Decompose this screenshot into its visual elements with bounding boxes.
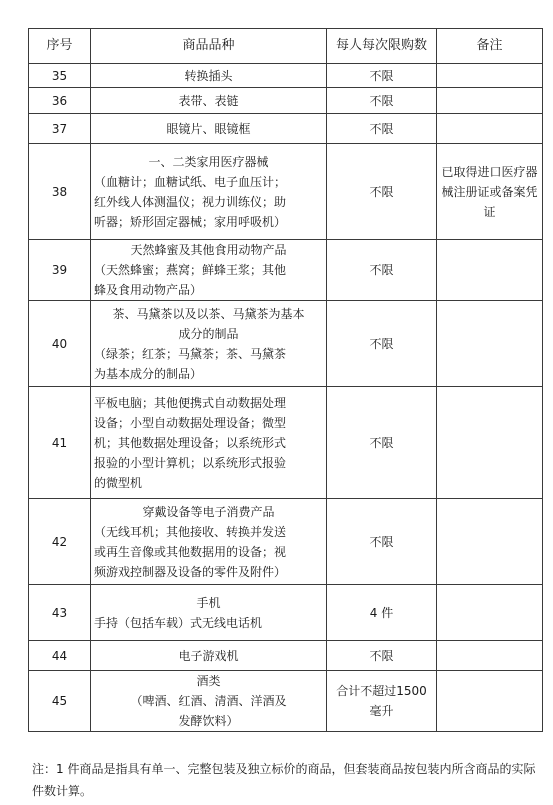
footnote: 注：1 件商品是指具有单一、完整包装及独立标价的商品，但套装商品按包装内所含商品的实际件数计算。	[32, 762, 536, 798]
remark	[437, 641, 543, 671]
product-name-line: 转换插头	[184, 68, 233, 83]
product-name-line: （绿茶；红茶；马黛茶；茶、马黛茶	[94, 346, 287, 361]
purchase-limit: 不限	[327, 144, 437, 240]
remark	[437, 671, 543, 732]
row-number: 40	[29, 301, 91, 387]
product-name-line: 红外线人体测温仪；视力训练仪；助	[94, 194, 287, 209]
remark	[437, 585, 543, 641]
row-number: 43	[29, 585, 91, 641]
row-number: 35	[29, 64, 91, 88]
product-name	[91, 585, 327, 641]
product-name	[91, 499, 327, 585]
product-name-line: 听器；矫形固定器械；家用呼吸机）	[94, 214, 287, 229]
product-name	[91, 641, 327, 671]
table-row	[29, 88, 543, 114]
remark	[437, 387, 543, 499]
product-name-line: 报验的小型计算机；以系统形式报验	[94, 455, 287, 470]
product-name-line: 发酵饮料）	[178, 714, 239, 728]
product-name-line: 表带、表链	[178, 93, 239, 108]
remark	[437, 64, 543, 88]
product-name-line: 蜂及食用动物产品）	[94, 283, 203, 297]
purchase-limit: 不限	[327, 641, 437, 671]
purchase-limit: 不限	[327, 64, 437, 88]
table-row	[29, 144, 543, 240]
product-name-line: 为基本成分的制品）	[94, 366, 203, 381]
purchase-limit: 不限	[327, 240, 437, 301]
product-name-line: 机；其他数据处理设备；以系统形式	[94, 435, 287, 450]
table-row	[29, 641, 543, 671]
product-name-line: 酒类	[196, 674, 221, 688]
remark	[437, 240, 543, 301]
goods-limit-table	[28, 28, 543, 732]
product-name-line: 眼镜片、眼镜框	[166, 121, 251, 136]
product-name-line: 手持（包括车载）式无线电话机	[94, 615, 263, 630]
row-number: 38	[29, 144, 91, 240]
row-number: 39	[29, 240, 91, 301]
table-header-row	[29, 29, 543, 64]
purchase-limit: 不限	[327, 301, 437, 387]
row-number: 45	[29, 671, 91, 732]
purchase-limit: 4 件	[327, 585, 437, 641]
remark	[437, 88, 543, 114]
header-product-type: 商品品种	[91, 29, 327, 64]
product-name	[91, 240, 327, 301]
purchase-limit: 不限	[327, 114, 437, 144]
purchase-limit: 合计不超过1500 毫升	[327, 671, 437, 732]
product-name-line: （血糖计；血糖试纸、电子血压计；	[94, 174, 287, 189]
product-name	[91, 64, 327, 88]
product-name	[91, 387, 327, 499]
product-name-line: 设备；小型自动数据处理设备；微型	[94, 415, 287, 430]
product-name-line: 平板电脑；其他便携式自动数据处理	[94, 395, 287, 410]
row-number: 36	[29, 88, 91, 114]
row-number: 44	[29, 641, 91, 671]
table-row	[29, 387, 543, 499]
product-name-line: 穿戴设备等电子消费产品	[142, 504, 275, 519]
remark	[437, 114, 543, 144]
product-name-line: （天然蜂蜜；燕窝；鲜蜂王浆；其他	[94, 263, 287, 277]
product-name-line: 天然蜂蜜及其他食用动物产品	[130, 243, 287, 257]
product-name-line: 茶、马黛茶以及以茶、马黛茶为基本	[112, 306, 305, 321]
product-name-line: 一、二类家用医疗器械	[148, 154, 269, 169]
product-name	[91, 301, 327, 387]
product-name-line: 频游戏控制器及设备的零件及附件）	[94, 564, 287, 579]
product-name-line: 或再生音像或其他数据用的设备；视	[94, 544, 287, 559]
header-remark: 备注	[437, 29, 543, 64]
row-number: 37	[29, 114, 91, 144]
remark	[437, 499, 543, 585]
table-row	[29, 671, 543, 732]
product-name	[91, 144, 327, 240]
table-row	[29, 240, 543, 301]
product-name	[91, 114, 327, 144]
table-row	[29, 114, 543, 144]
table-row	[29, 64, 543, 88]
purchase-limit: 不限	[327, 387, 437, 499]
product-name-line: 的微型机	[94, 475, 143, 490]
product-name-line: 电子游戏机	[178, 648, 239, 663]
remark	[437, 301, 543, 387]
remark: 已取得进口医疗器械注册证或备案凭证	[437, 144, 543, 240]
header-number: 序号	[29, 29, 91, 64]
header-limit: 每人每次限购数	[327, 29, 437, 64]
purchase-limit: 不限	[327, 88, 437, 114]
purchase-limit: 不限	[327, 499, 437, 585]
table-row	[29, 585, 543, 641]
product-name-line: （啤酒、红酒、清酒、洋酒及	[130, 694, 287, 708]
product-name-line: （无线耳机；其他接收、转换并发送	[94, 524, 287, 539]
product-name-line: 手机	[196, 595, 221, 610]
row-number: 42	[29, 499, 91, 585]
product-name-line: 成分的制品	[178, 326, 239, 341]
product-name	[91, 671, 327, 732]
row-number: 41	[29, 387, 91, 499]
table-row	[29, 301, 543, 387]
table-row	[29, 499, 543, 585]
product-name	[91, 88, 327, 114]
